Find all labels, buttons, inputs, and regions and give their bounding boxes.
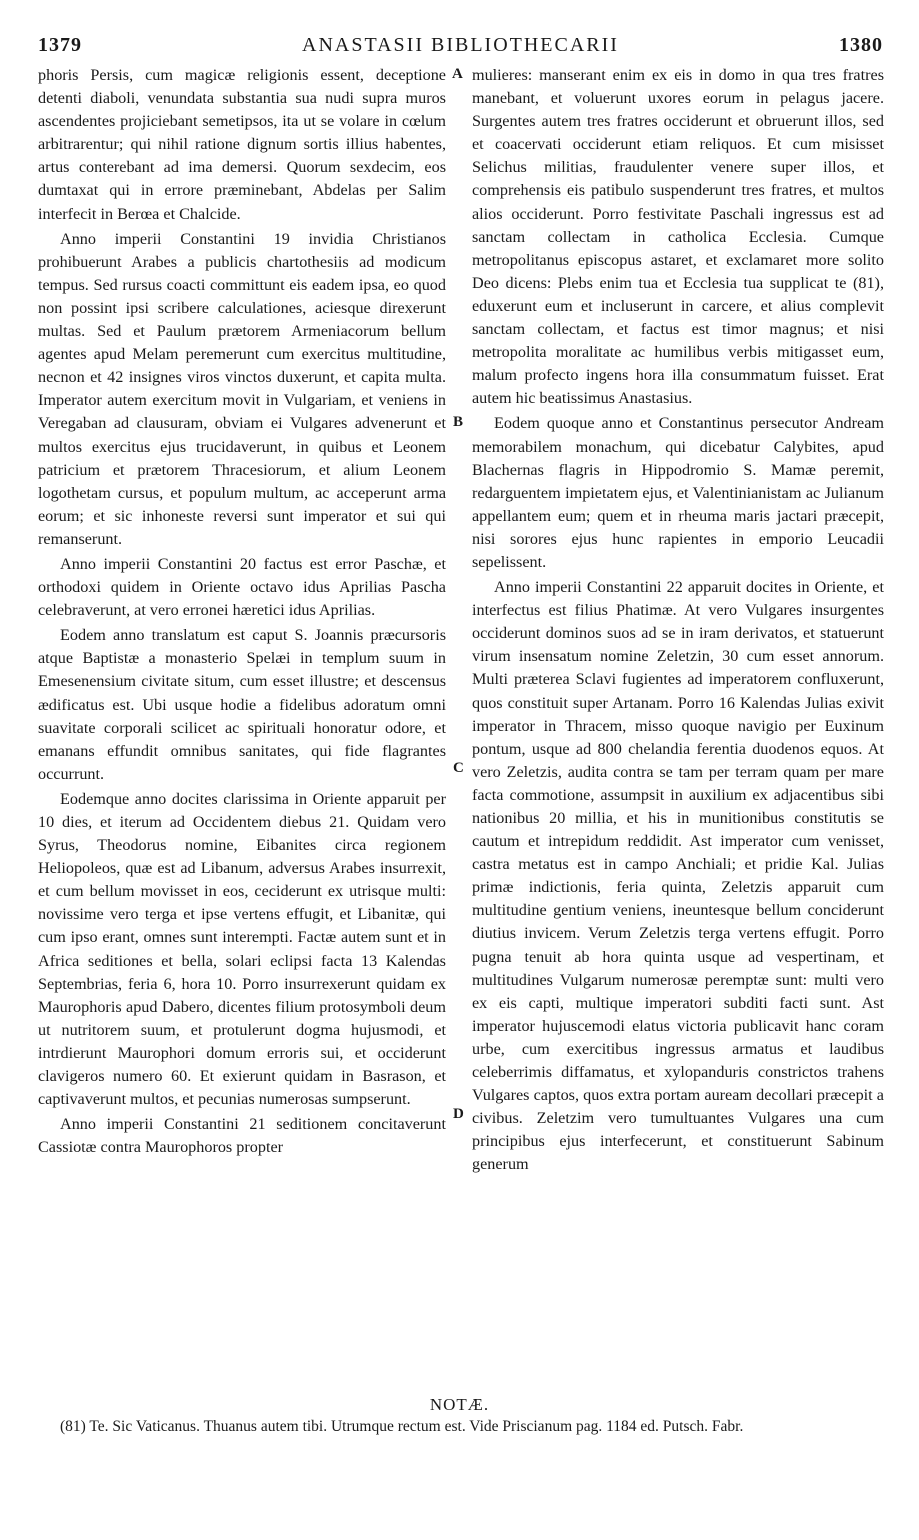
page-title: ANASTASII BIBLIOTHECARII — [302, 34, 619, 56]
paragraph: Anno imperii Constantini 21 seditionem concitaverunt Cassiotæ contra Maurophoros propter — [38, 1115, 446, 1157]
margin-letter-a: A — [452, 66, 463, 82]
paragraph: Eodemque anno docites clarissima in Oriente apparuit per 10 dies, et iterum ad Occidentem diebus 21. Quidam vero Syrus, Theodorus nomine, Eibanites circa regionem Heliopoleos, quæ est ad Libanum, adversus Arabes insurrexit, et cum bellum movisset in eos, ceciderunt ex utrisque multi: novissime vero terga et ipse vertens effugit, et Libanitæ, qui cum ipso erant, omnes sunt interempti. Factæ autem sunt et in Africa seditiones et bella, solari eclipsi facta 13 Kalendas Septembrias, feria 6, hora 10. Porro insurrexerunt quidam ex Maurophoris apud Dabero, dicentes filium protosymboli deum ut nutritorem suum, et protulerunt dogma hujusmodi, et intrdierunt Maurophori domum erroris sui, et occiderunt clavigeros numero 60. Et exierunt quidam in Basrason, et captivaverunt multos, et pecunias numerosas sumpserunt. — [38, 789, 446, 1109]
paragraph: Anno imperii Constantini 22 apparuit docites in Oriente, et interfectus est filius Phatimæ. At vero Vulgares insurgentes occiderunt dominos suos ad se in iram derivatos, et statuerunt virum insensatum nomine Zeletzin, 30 cum esset annorum. Multi præterea Sclavi fugientes ad imperatorem confluxerunt, quos constituit super Artanam. Porro 16 Kalendas Julias exivit imperator in Thracem, misso quoque navigio per Euxinum pontum, usque ad 800 chelandia ferentia duodenos equos. At vero Zeletzis, audita contra se tam per terram quam per mare facta commotione, assumpsit in auxilium ex adjacentibus sibi nationibus 20 millia, et his in munitionibus constitutis se cautum et intrepidum reddidit. Ast imperator cum venisset, castra metatus est in campo Anchiali; et pridie Kal. Julias primæ indictionis, feria quinta, Zeletzis apparuit cum multitudine gentium veniens, ineuntesque bellum conciderunt diutius invicem. Verum Zeletzis terga vertens effugit. Porro pugna tenuit ab hora quinta usque ad vespertinam, et multitudines Vulgarum numerosæ peremptæ sunt: multi vero ex eis capti, multique imperatori subditi facti sunt. Ast imperator hujuscemodi elatus victoria publicavit hanc coram urbe, cum exercitibus ingressus armatus et laudibus celeberrimis diffamatus, et xylopanduris constrictos trahens Vulgares captos, quos extra portam auream decollari præcepit a civibus. Zeletzim vero tumultuantes Vulgares una cum principibus ejus interfecerunt, et constituerunt Sabinum generum — [472, 578, 884, 1174]
paragraph: phoris Persis, cum magicæ religionis essent, deceptione detenti diaboli, venundata substantia sua nudi supra muros ascendentes projiciebant semetipsos, ita ut se volare in cœlum arbitrarentur; qui nihil ratione dignum sortis illius habentes, artus conterebant ad ima demersi. Quorum sexdecim, eos dumtaxat qui in errore præminebant, Abdelas per Salim interfecit in Berœa et Chalcide. — [38, 66, 446, 223]
footnote-81: (81) Te. Sic Vaticanus. Thuanus autem tibi. Utrumque rectum est. Vide Priscianum pag. 1184 ed. Putsch. Fabr. — [60, 1418, 744, 1435]
notes-heading: NOTÆ. — [429, 1395, 490, 1414]
footnotes — [48, 1418, 886, 1436]
margin-letter-c: C — [453, 760, 464, 776]
running-head — [38, 34, 883, 58]
margin-letter-b: B — [453, 414, 464, 430]
margin-letter-d: D — [453, 1106, 464, 1122]
left-column — [38, 64, 446, 1159]
paragraph: Eodem anno translatum est caput S. Joannis præcursoris atque Baptistæ a monasterio Spelæi in templum suum in Emesenensium civitate situm, cum esset illustre; et descensus ædificatus est. Ubi usque hodie a fidelibus adoratum omni suavitate corporali scilicet ac spirituali honoratur odore, et emanans effundit omnibus sanitates, qui fide flagrantes occurrunt. — [38, 626, 446, 783]
paragraph: Anno imperii Constantini 20 factus est error Paschæ, et orthodoxi quidem in Oriente octavo idus Aprilias Pascha celebraverunt, at vero erronei hæretici idus Aprilias. — [38, 554, 446, 620]
paragraph: mulieres: manserant enim ex eis in domo in qua tres fratres manebant, et voluerunt uxores eorum in pelagus jacere. Surgentes autem tres fratres occiderunt et obruerunt illos, sed et coacervati occiderunt etiam reliquos. Et cum misisset Selichus militias, fraudulenter venere super illos, et comprehensis eis patibulo suspenderunt tres fratres, et multos alios occiderunt. Porro festivitate Paschali ingressus est ad sanctam collectam in catholica Ecclesia. Cumque metropolitanus episcopus astaret, et exclamaret more solito Deo dicens: Plebs enim tua et Ecclesia tua supplicat te (81), eduxerunt eum et incluserunt in carcere, et alius complevit sanctam collectam, et factus est timor magnus; et nisi metropolita moralitate ac humilibus verbis mitigasset eum, malum profecto ingens hora illa consummatum fuisset. Erat autem hic beatissimus Anastasius. — [472, 66, 884, 408]
right-column — [472, 64, 884, 1177]
paragraph: Eodem quoque anno et Constantinus persecutor Andream memorabilem monachum, qui dicebatur Calybites, apud Blachernas flagris in Hippodromio S. Mamæ peremit, redarguentem impietatem ejus, et Valentinianistam ac Julianum appellantem eum; quem et in rheuma maris jactari præcepit, nisi sorores ejus hunc rapientes in emporio Leucadii sepelissent. — [472, 414, 884, 571]
paragraph: Anno imperii Constantini 19 invidia Christianos prohibuerunt Arabes a publicis chartothesiis ad modicum tempus. Sed rursus coacti committunt eis eadem ipsa, eo quod non possint ipsi scribere calculationes, aciesque direxerunt multas. Sed et Paulum prætorem Armeniacorum bellum agentes apud Melam peremerunt cum exercitus multitudine, necnon et 42 insignes viros vinctos duxerunt, et capita multa. Imperator autem exercitum movit in Vulgariam, et veniens in Veregaban ad clausuram, obviam ei Vulgares advenerunt et multos exercitus ejus trucidaverunt, in quibus et Leonem patricium et prætorem Thracesiorum, et alium Leonem logothetam cursus, et populum multum, ac acceperunt arma eorum; et sic inhoneste reversi sunt imperator et sui qui remanserunt. — [38, 229, 446, 548]
left-page-number: 1379 — [38, 34, 82, 56]
right-page-number: 1380 — [839, 34, 883, 56]
